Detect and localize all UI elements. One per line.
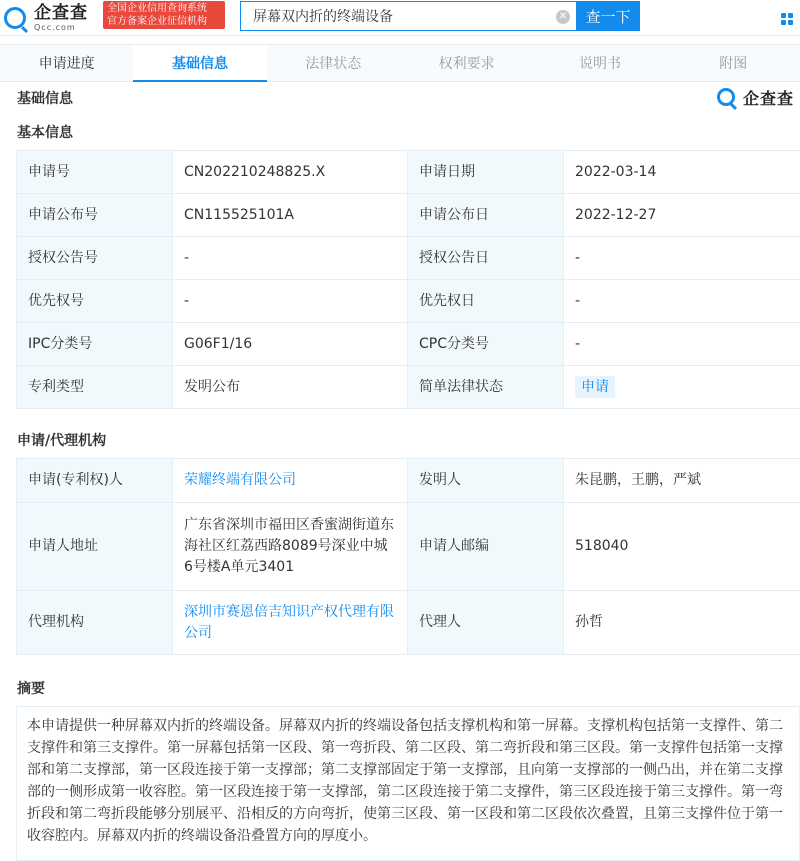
brand-text: 企查查	[743, 88, 795, 108]
value-application-number: CN202210248825.X	[173, 151, 408, 194]
basic-info-title: 基本信息	[17, 125, 73, 141]
qcc-logo[interactable]	[4, 3, 88, 33]
label-grant-number: 授权公告号	[17, 237, 173, 280]
label-priority-number: 优先权号	[17, 280, 173, 323]
tab-basic-info[interactable]: 基础信息	[133, 45, 266, 81]
page-title: 基础信息	[17, 91, 73, 107]
value-postal-code: 518040	[564, 503, 800, 591]
value-agent: 孙哲	[564, 591, 800, 655]
value-grant-date: -	[564, 237, 800, 280]
logo-text-en: Qcc.com	[34, 22, 76, 32]
table-row	[17, 503, 800, 591]
table-row	[17, 194, 800, 237]
table-row	[17, 151, 800, 194]
label-application-number: 申请号	[17, 151, 173, 194]
basic-info-table	[16, 150, 800, 409]
label-postal-code: 申请人邮编	[408, 503, 564, 591]
value-priority-date: -	[564, 280, 800, 323]
search-input[interactable]	[240, 1, 576, 31]
label-priority-date: 优先权日	[408, 280, 564, 323]
abstract-title: 摘要	[17, 681, 45, 697]
table-row	[17, 459, 800, 503]
label-legal-status: 简单法律状态	[408, 366, 564, 409]
table-row	[17, 237, 800, 280]
value-ipc: G06F1/16	[173, 323, 408, 366]
label-ipc: IPC分类号	[17, 323, 173, 366]
value-grant-number: -	[173, 237, 408, 280]
value-application-date: 2022-03-14	[564, 151, 800, 194]
qcc-brand-icon	[717, 88, 735, 106]
tab-drawings[interactable]: 附图	[719, 56, 748, 72]
badge-line-1: 全国企业信用查询系统	[107, 3, 207, 14]
value-publication-number: CN115525101A	[173, 194, 408, 237]
applicant-link[interactable]: 荣耀终端有限公司	[173, 459, 408, 503]
tab-application-progress[interactable]: 申请进度	[38, 56, 95, 72]
value-priority-number: -	[173, 280, 408, 323]
tab-legal-status[interactable]: 法律状态	[305, 56, 362, 72]
label-agent: 代理人	[408, 591, 564, 655]
tab-description[interactable]: 说明书	[578, 56, 621, 72]
value-inventors: 朱昆鹏，王鹏，严斌	[564, 459, 800, 503]
label-agency: 代理机构	[17, 591, 173, 655]
search-button[interactable]: 查一下	[576, 1, 640, 31]
apps-grid-icon[interactable]	[781, 13, 793, 25]
table-row	[17, 280, 800, 323]
patent-tabs	[0, 44, 800, 82]
label-cpc: CPC分类号	[408, 323, 564, 366]
agency-link[interactable]: 深圳市赛恩倍吉知识产权代理有限公司	[173, 591, 408, 655]
tab-claims[interactable]: 权利要求	[438, 56, 495, 72]
label-patent-type: 专利类型	[17, 366, 173, 409]
label-applicant-address: 申请人地址	[17, 503, 173, 591]
label-inventors: 发明人	[408, 459, 564, 503]
clear-icon[interactable]: ✕	[556, 10, 570, 24]
credit-system-badge	[103, 1, 225, 29]
search-input-value: 屏幕双内折的终端设备	[253, 9, 393, 25]
label-grant-date: 授权公告日	[408, 237, 564, 280]
table-row	[17, 366, 800, 409]
qcc-logo-icon	[4, 7, 26, 29]
brand-watermark	[717, 86, 794, 108]
label-publication-date: 申请公布日	[408, 194, 564, 237]
agency-table	[16, 458, 800, 655]
table-row	[17, 591, 800, 655]
legal-status-badge: 申请	[575, 376, 615, 398]
agency-title: 申请/代理机构	[17, 433, 107, 449]
value-cpc: -	[564, 323, 800, 366]
badge-line-2: 官方备案企业征信机构	[107, 16, 207, 27]
top-header	[0, 0, 800, 36]
logo-text-cn: 企查查	[34, 2, 88, 23]
value-legal-status-cell	[564, 366, 800, 409]
value-applicant-address: 广东省深圳市福田区香蜜湖街道东海社区红荔西路8089号深业中城6号楼A单元3401	[173, 503, 408, 591]
table-row	[17, 323, 800, 366]
value-patent-type: 发明公布	[173, 366, 408, 409]
label-applicant: 申请(专利权)人	[17, 459, 173, 503]
abstract-text: 本申请提供一种屏幕双内折的终端设备。屏幕双内折的终端设备包括支撑机构和第一屏幕。支撑机构包括第一支撑件、第二支撑件和第三支撑件。第一屏幕包括第一区段、第一弯折段、第二区段、第二弯折段和第三区段。第一支撑件包括第一支撑部和第二支撑部，第一区段连接于第一支撑部；第二支撑部固定于第一支撑部，且向第一支撑部的一侧凸出，并在第二支撑部的一侧形成第一收容腔。第一区段连接于第一支撑部，第二区段连接于第二支撑件，第三区段连接于第三支撑件。第一弯折段和第二弯折段能够分别展平、沿相反的方向弯折，使第三区段、第一区段和第二区段依次叠置，且第三支撑件位于第一收容腔内。屏幕双内折的终端设备沿叠置方向的厚度小。	[16, 706, 800, 861]
label-publication-number: 申请公布号	[17, 194, 173, 237]
label-application-date: 申请日期	[408, 151, 564, 194]
value-publication-date: 2022-12-27	[564, 194, 800, 237]
